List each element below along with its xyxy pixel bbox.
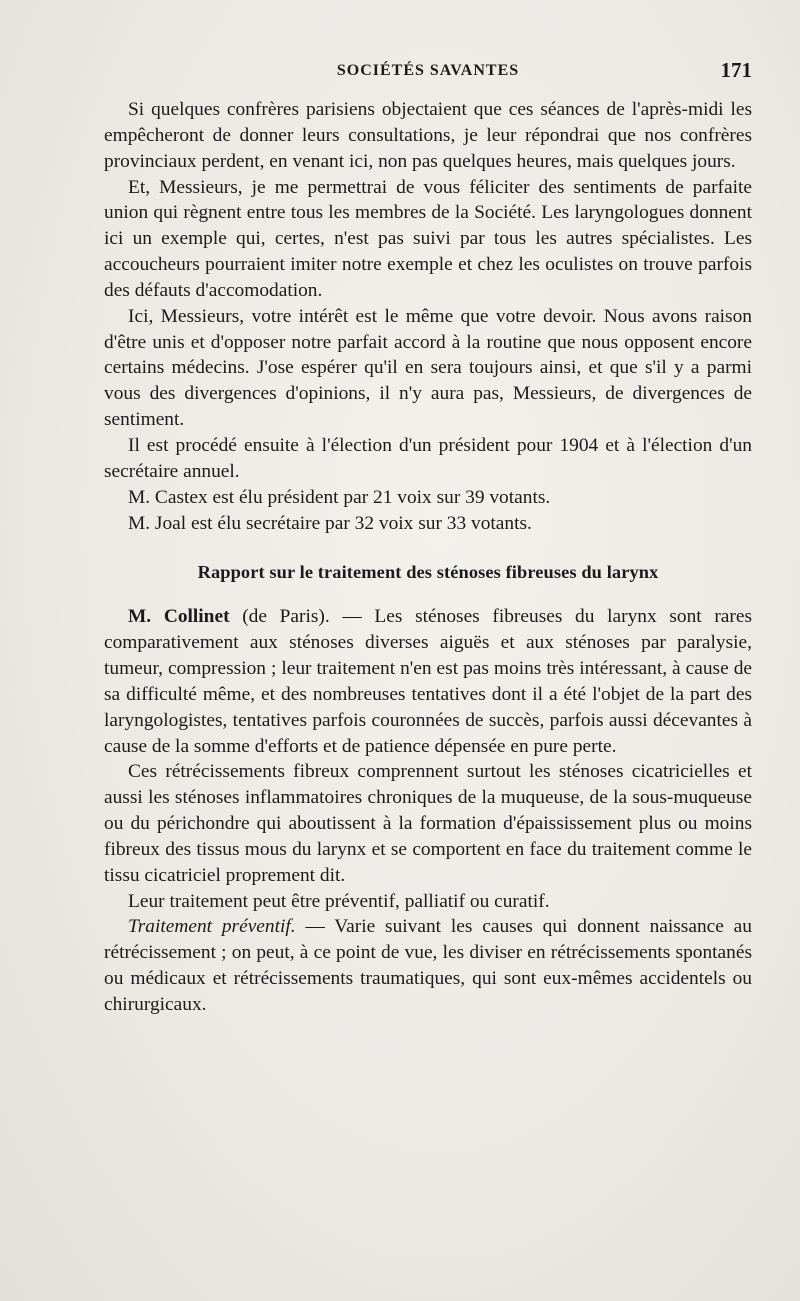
page-number: 171 [720,58,752,82]
paragraph-collinet [104,604,752,759]
paragraph-election: Il est procédé ensuite à l'élection d'un président pour 1904 et à l'élection d'un secrétaire annuel. [104,434,752,482]
paragraph-preventif [104,914,752,1017]
paragraph-consultations: Si quelques confrères parisiens objectaient que ces séances de l'après-midi les empêcheront de donner leurs consultations, je leur répondrai que nos confrères provinciaux perdent, en venant ici, non pas quelques heures, mais quelques jours. [104,99,752,172]
preventif-text: — Varie suivant les causes qui donnent naissance au rétrécissement ; on peut, à ce point de vue, les diviser en rétrécissements spontanés ou médicaux et rétrécissements traumatiques, qui sont eux-mêmes accidentels ou chirurgicaux. [104,916,752,1015]
paragraph-retrecissements: Ces rétrécissements fibreux comprennent surtout les sténoses cicatricielles et aussi les sténoses inflammatoires chroniques de la muqueuse, de la sous-muqueuse ou du périchondre qui aboutissent à la formation d'épaississement plus ou moins fibreux des tissus mous du larynx et se comportent en face du traitement comme le tissu cicatriciel proprement dit. [104,761,752,886]
paragraph-interet: Ici, Messieurs, votre intérêt est le même que votre devoir. Nous avons raison d'être unis et d'opposer notre parfait accord à la routine que nous opposent encore certains médecins. J'ose espérer qu'il en sera toujours ainsi, et que s'il y a parmi vous des divergences d'opinions, il n'y aura pas, Messieurs, de divergences de sentiment. [104,305,752,431]
running-title: SOCIÉTÉS SAVANTES [336,62,520,79]
paragraph-castex: M. Castex est élu président par 21 voix sur 39 votants. [128,486,551,508]
running-head [104,56,752,86]
preventif-label: Traitement préventif. [128,916,296,938]
paragraph-union: Et, Messieurs, je me permettrai de vous féliciter des sentiments de parfaite union qui règnent entre tous les membres de la Société. Les laryngologues donnent ici un exemple qui, certes, n'est pas suivi par tous les autres spécialistes. Les accoucheurs pourraient imiter notre exemple et chez les oculistes on trouve parfois des défauts d'accomodation. [104,176,752,301]
speaker-name: M. Collinet [128,606,230,628]
paragraph-joal: M. Joal est élu secrétaire par 32 voix sur 33 votants. [128,512,532,534]
collinet-text: (de Paris). — Les sténoses fibreuses du larynx sont rares comparativement aux sténoses diverses aiguës et aux sténoses par paralysie, tumeur, compression ; leur traitement n'en est pas moins très intéressant, à cause de sa difficulté même, et des nombreuses tentatives dont il a été l'objet de la part des laryngologistes, tentatives parfois couronnées de succès, parfois aussi décevantes à cause de la somme d'efforts et de patience dépensée en pure perte. [104,606,752,757]
section-heading: Rapport sur le traitement des sténoses fibreuses du larynx [197,562,659,583]
paragraph-traitement: Leur traitement peut être préventif, palliatif ou curatif. [128,890,550,912]
body-text [104,97,752,1018]
